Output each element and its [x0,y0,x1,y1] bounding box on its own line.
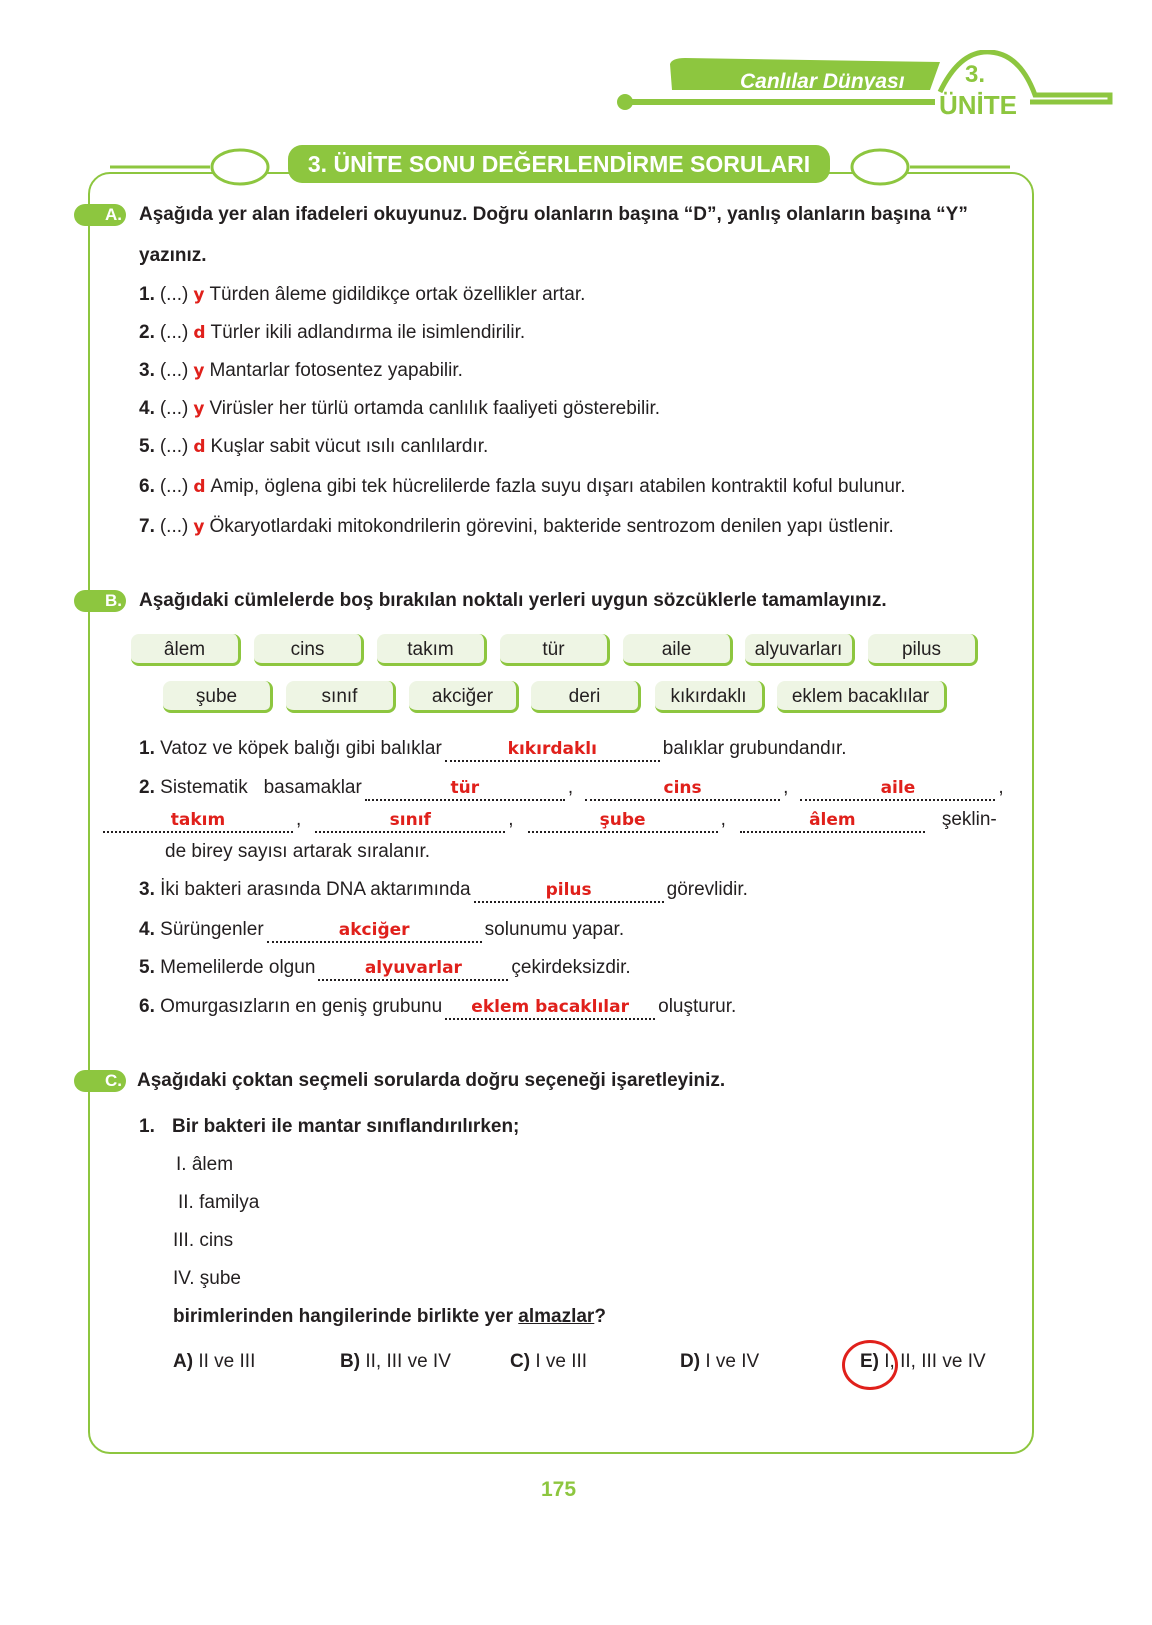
blank[interactable] [318,957,508,981]
unit-item: IV. şube [173,1268,241,1289]
q-text: İki bakteri arasında DNA aktarımında [160,879,471,900]
item-number: 3. [139,360,155,381]
item-text: Türden âleme gidildikçe ortak özellikler artar. [209,284,586,305]
unit-title: Canlılar Dünyası [740,70,905,93]
option-text: II ve III [198,1351,256,1372]
q-number: 4. [139,919,155,940]
word-box: pilus [868,634,978,666]
fill-question-6 [139,995,736,1020]
answer-blank[interactable]: (...) [159,284,189,305]
q-text: solunumu yapar. [484,919,625,940]
item-text: Amip, öglena gibi tek hücrelilerde fazla suyu dışarı atabilen kontraktil koful bulunur. [210,476,906,497]
word-box: sınıf [286,681,396,713]
option-c[interactable] [510,1350,587,1374]
handwritten-answer: y [193,361,205,381]
prompt-end: ? [594,1306,606,1327]
option-letter: C) [510,1351,531,1372]
handwritten-answer: y [193,285,205,305]
option-letter: D) [680,1351,701,1372]
item-text: Ökaryotlardaki mitokondrilerin görevini, bakteride sentrozom denilen yapı üstlenir. [209,516,894,537]
true-false-item [139,435,488,459]
blank[interactable] [585,777,780,801]
prompt-text: birimlerinden hangilerinde birlikte yer [173,1306,519,1327]
handwritten-answer: d [193,477,206,497]
true-false-item [139,397,660,421]
true-false-item [139,283,585,307]
q-text: balıklar grubundandır. [662,738,847,759]
word-box: âlem [131,634,241,666]
item-text: Türler ikili adlandırma ile isimlendirilir. [210,322,526,343]
mc-question-prompt [173,1305,606,1329]
section-b-label: B. [74,590,126,612]
answer-blank[interactable]: (...) [159,436,189,457]
blank[interactable] [445,738,660,762]
q-text: Omurgasızların en geniş grubunu [160,996,443,1017]
section-a-label: A. [74,204,126,226]
answer-q2-3: aile [880,778,916,798]
blank[interactable] [800,777,995,801]
option-letter: E) [860,1351,879,1372]
word-box: alyuvarları [745,634,855,666]
item-number: 2. [139,322,155,343]
option-letter: A) [173,1351,194,1372]
handwritten-answer: y [193,399,205,419]
item-number: 1. [139,284,155,305]
prompt-underlined: almazlar [518,1306,595,1327]
answer-blank[interactable]: (...) [159,516,189,537]
true-false-item [139,515,894,539]
answer-q2-1: tür [450,778,480,798]
fill-question-1 [139,737,847,762]
page-number: 175 [540,1478,577,1501]
unit-item: III. cins [173,1230,234,1251]
q-text: oluşturur. [658,996,737,1017]
item-number: 7. [139,516,155,537]
option-letter: B) [340,1351,361,1372]
mc-question-stem: Bir bakteri ile mantar sınıflandırılırken; [172,1116,520,1137]
q2-end: şeklin- [941,809,997,830]
q-number: 6. [139,996,155,1017]
handwritten-answer: y [193,517,205,537]
answer-q2-7: âlem [809,810,856,830]
word-box: tür [500,634,610,666]
word-box: cins [254,634,364,666]
mc-question-number: 1. [139,1116,155,1137]
true-false-item [139,475,905,499]
answer-q2-2: cins [663,778,702,798]
blank[interactable] [474,879,664,903]
q-number: 3. [139,879,155,900]
fill-question-3 [139,878,748,903]
option-d[interactable] [680,1350,759,1374]
blank[interactable] [445,996,655,1020]
item-text: Kuşlar sabit vücut ısılı canlılardır. [210,436,489,457]
word-box: şube [163,681,273,713]
true-false-item [139,359,463,383]
unit-label: ÜNİTE [939,90,1017,120]
answer-q3: pilus [545,880,592,900]
item-text: Virüsler her türlü ortamda canlılık faaliyeti gösterebilir. [209,398,661,419]
blank[interactable] [103,809,293,833]
q-number: 1. [139,738,155,759]
option-text: I ve III [535,1351,588,1372]
handwritten-answer: d [193,323,206,343]
section-a-instruction: Aşağıda yer alan ifadeleri okuyunuz. Doğru olanların başına “D”, yanlış olanların başına “Y” [139,204,968,225]
answer-blank[interactable]: (...) [159,322,189,343]
answer-q4: akciğer [338,920,410,940]
word-box: kıkırdaklı [655,681,765,713]
answer-q2-4: takım [170,810,226,830]
q-number: 2. [139,777,155,798]
true-false-item [139,321,525,345]
q-text: Sistematik basamaklar [160,777,362,798]
option-text: I ve IV [705,1351,760,1372]
option-text: I, II, III ve IV [884,1351,986,1372]
item-number: 6. [139,476,155,497]
section-b-instruction: Aşağıdaki cümlelerde boş bırakılan noktalı yerleri uygun sözcüklerle tamamlayınız. [139,590,887,611]
word-box: takım [377,634,487,666]
q-text: Sürüngenler [160,919,264,940]
section-banner: 3. ÜNİTE SONU DEĞERLENDİRME SORULARI [288,145,830,183]
section-c-instruction: Aşağıdaki çoktan seçmeli sorularda doğru seçeneği işaretleyiniz. [137,1070,726,1091]
blank[interactable] [365,777,565,801]
option-b[interactable] [340,1350,451,1374]
answer-blank[interactable]: (...) [159,476,189,497]
answer-q1: kıkırdaklı [507,739,597,759]
option-text: II, III ve IV [365,1351,451,1372]
answer-q2-6: şube [599,810,646,830]
answer-q2-5: sınıf [389,810,431,830]
q-text: çekirdeksizdir. [511,957,631,978]
blank[interactable] [267,919,482,943]
word-box: eklem bacaklılar [777,681,947,713]
item-number: 5. [139,436,155,457]
blank[interactable] [315,809,505,833]
item-number: 4. [139,398,155,419]
option-a[interactable] [173,1350,255,1374]
unit-item: II. familya [178,1192,260,1213]
section-c-label: C. [74,1070,126,1092]
word-box: akciğer [409,681,519,713]
word-box: deri [531,681,641,713]
answer-q6: eklem bacaklılar [471,997,629,1017]
fill-question-2-line-2: takım , sınıf , şube , âlem şeklin- [103,808,997,833]
blank[interactable] [528,809,718,833]
q-text: görevlidir. [666,879,748,900]
selected-answer-circle [842,1340,898,1390]
q-text: Vatoz ve köpek balığı gibi balıklar [160,738,442,759]
blank[interactable] [740,809,925,833]
word-box: aile [623,634,733,666]
fill-question-5 [139,956,631,981]
section-a-instruction-cont: yazınız. [139,245,207,266]
answer-q5: alyuvarlar [364,958,462,978]
fill-question-4 [139,918,624,943]
answer-blank[interactable]: (...) [159,360,189,381]
unit-number: 3. [965,61,986,88]
q-text: Memelilerde olgun [160,957,316,978]
q2-cont: de birey sayısı artarak sıralanır. [165,841,431,862]
unit-item: I. âlem [176,1154,234,1175]
fill-question-2: 2. Sistematik basamaklar tür , cins , aile , [139,776,1004,801]
item-text: Mantarlar fotosentez yapabilir. [209,360,463,381]
q-number: 5. [139,957,155,978]
handwritten-answer: d [193,437,206,457]
answer-blank[interactable]: (...) [159,398,189,419]
